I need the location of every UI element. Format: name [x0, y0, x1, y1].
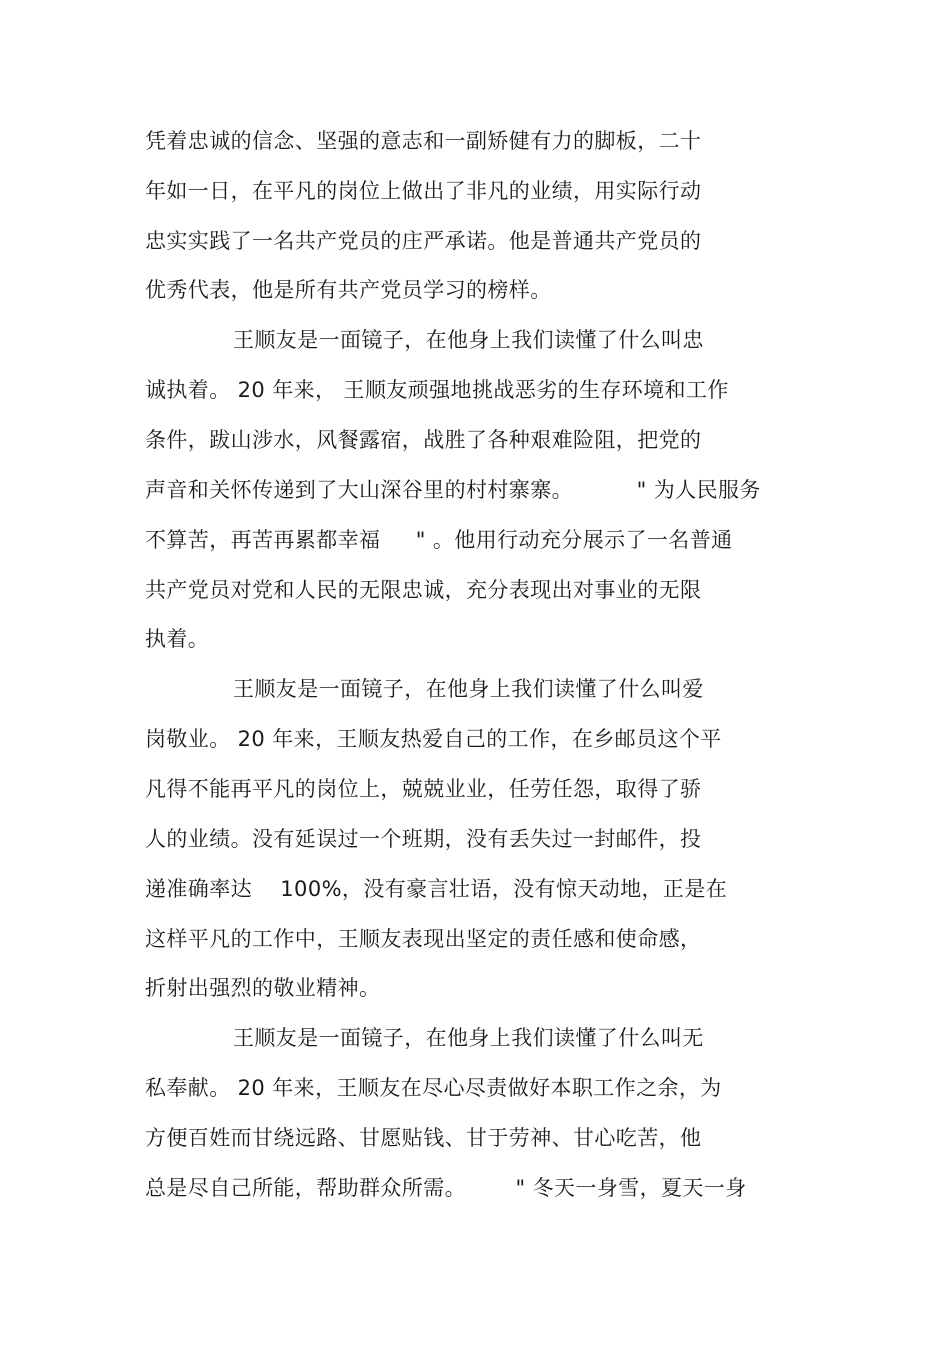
text-line: 凡得不能再平凡的岗位上，兢兢业业，任劳任怨，取得了骄 — [145, 777, 702, 801]
text-line: 年如一日，在平凡的岗位上做出了非凡的业绩，用实际行动 — [145, 179, 702, 203]
text-line: 人的业绩。没有延误过一个班期，没有丢失过一封邮件，投 — [145, 827, 702, 851]
text-line: 执着。 — [145, 627, 210, 651]
text-line: 岗敬业。 20 年来，王顺友热爱自己的工作，在乡邮员这个平 — [145, 727, 722, 751]
text-line: 私奉献。 20 年来，王顺友在尽心尽责做好本职工作之余，为 — [145, 1076, 722, 1100]
text-line: 总是尽自己所能，帮助群众所需。 " 冬天一身雪，夏天一身 — [145, 1176, 747, 1200]
paragraph-first-line: 王顺友是一面镜子，在他身上我们读懂了什么叫爱 — [233, 677, 704, 701]
text-line: 不算苦，再苦再累都幸福 " 。他用行动充分展示了一名普通 — [145, 528, 733, 552]
text-line: 忠实实践了一名共产党员的庄严承诺。他是普通共产党员的 — [145, 229, 702, 253]
text-line: 声音和关怀传递到了大山深谷里的村村寨寨。 " 为人民服务 — [145, 478, 761, 502]
text-line: 方便百姓而甘绕远路、甘愿贴钱、甘于劳神、甘心吃苦，他 — [145, 1126, 702, 1150]
text-line: 共产党员对党和人民的无限忠诚，充分表现出对事业的无限 — [145, 578, 702, 602]
text-line: 折射出强烈的敬业精神。 — [145, 976, 381, 1000]
text-line: 条件，跋山涉水，风餐露宿，战胜了各种艰难险阻，把党的 — [145, 428, 702, 452]
text-line: 递准确率达 100%，没有豪言壮语，没有惊天动地，正是在 — [145, 877, 728, 901]
paragraph-first-line: 王顺友是一面镜子，在他身上我们读懂了什么叫忠 — [233, 328, 704, 352]
text-line: 诚执着。 20 年来， 王顺友顽强地挑战恶劣的生存环境和工作 — [145, 378, 729, 402]
text-line: 凭着忠诚的信念、坚强的意志和一副矫健有力的脚板，二十 — [145, 129, 702, 153]
text-line: 这样平凡的工作中，王顺友表现出坚定的责任感和使命感， — [145, 927, 702, 951]
paragraph-first-line: 王顺友是一面镜子，在他身上我们读懂了什么叫无 — [233, 1026, 704, 1050]
text-line: 优秀代表，他是所有共产党员学习的榜样。 — [145, 278, 552, 302]
